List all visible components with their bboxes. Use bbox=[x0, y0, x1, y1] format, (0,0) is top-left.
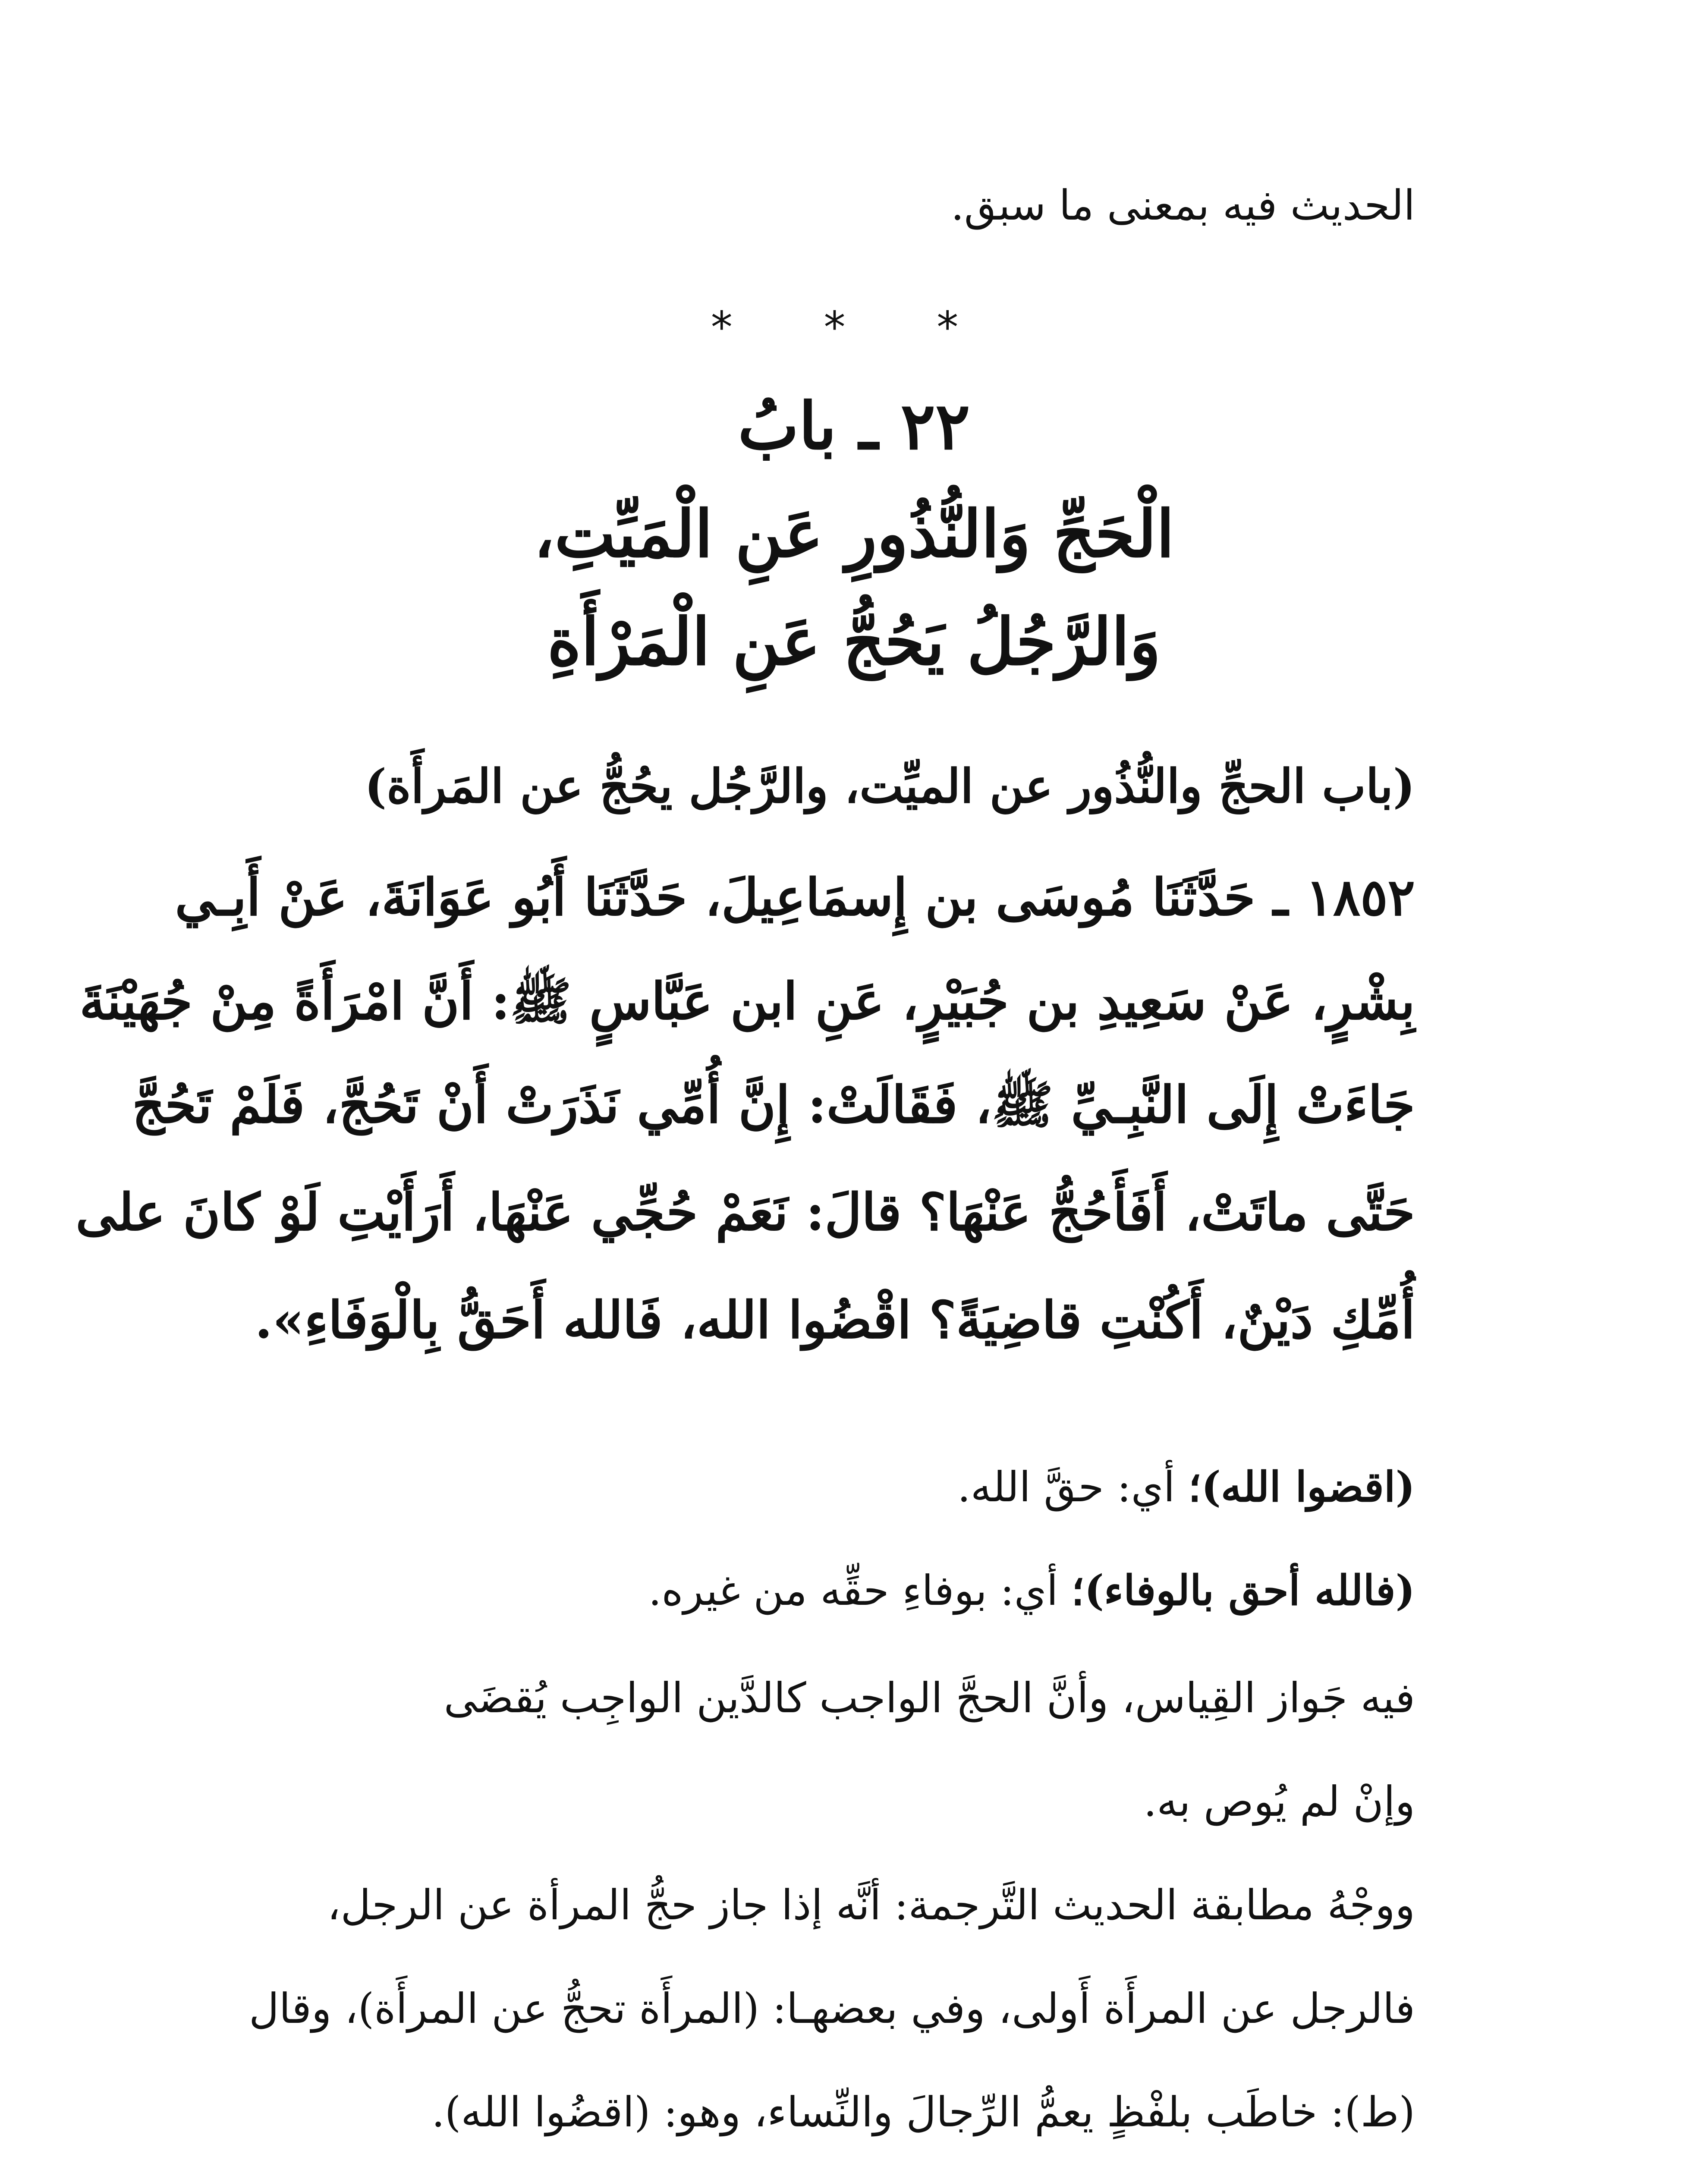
hadith-line: أُمِّكِ دَيْنٌ، أَكُنْتِ قاضِيَةً؟ اقْضُوا الله، فَالله أَحَقُّ بِالْوَفَاءِ». bbox=[255, 1290, 1415, 1350]
hadith-line: ١٨٥٢ ـ حَدَّثَنَا مُوسَى بن إِسمَاعِيلَ، حَدَّثَنَا أَبُو عَوَانَةَ، عَنْ أَبِـي bbox=[175, 867, 1415, 927]
chapter-number: ٢٢ ـ بابُ bbox=[738, 388, 970, 464]
commentary-line bbox=[207, 1462, 1544, 1511]
commentary-line: ووجْهُ مطابقة الحديث التَّرجمة: أنَّه إذا جاز حجُّ المرأة عن الرجل، bbox=[327, 1881, 1415, 1929]
commentary-line: (ط): خاطَب بلفْظٍ يعمُّ الرِّجالَ والنِّساء، وهو: (اقضُوا الله). bbox=[431, 2088, 1415, 2136]
separator-top: * * * bbox=[711, 302, 997, 352]
chapter-heading-commentary: (باب الحجِّ والنُّذُور عن الميِّت، والرَّجُل يحُجُّ عن المَرأَة) bbox=[364, 759, 1415, 814]
chapter-title-line-1: الْحَجِّ وَالنُّذُورِ عَنِ الْمَيِّتِ، bbox=[533, 496, 1175, 572]
commentary-line: فالرجل عن المرأَة أَولى، وفي بعضهـا: (المرأَة تحجُّ عن المرأَة)، وقال bbox=[249, 1984, 1415, 2033]
commentary-term: (اقضوا الله)؛ bbox=[1188, 1462, 1415, 1511]
hadith-line: جَاءَتْ إِلَى النَّبِـيِّ ﷺ، فَقَالَتْ: إِنَّ أُمِّي نَذَرَتْ أَنْ تَحُجَّ، فَلَمْ تَحُجَّ bbox=[132, 1075, 1415, 1135]
hadith-line: بِشْرٍ، عَنْ سَعِيدِ بن جُبَيْرٍ، عَنِ ابن عَبَّاسٍ ﷺ: أَنَّ امْرَأَةً مِنْ جُهَيْنَةَ bbox=[79, 971, 1415, 1031]
commentary-line: وإنْ لم يُوص به. bbox=[1143, 1777, 1415, 1826]
commentary-line bbox=[207, 1566, 1544, 1615]
intro-line: الحديث فيه بمعنى ما سبق. bbox=[951, 181, 1415, 230]
commentary-text: أي: حقَّ الله. bbox=[957, 1463, 1188, 1511]
chapter-title-line-2: وَالرَّجُلُ يَحُجُّ عَنِ الْمَرْأَةِ bbox=[547, 604, 1161, 680]
commentary-term: (فالله أحق بالوفاء)؛ bbox=[1071, 1566, 1415, 1615]
commentary-text: أي: بوفاءِ حقِّه من غيره. bbox=[648, 1566, 1071, 1615]
hadith-line: حَتَّى ماتَتْ، أَفَأَحُجُّ عَنْهَا؟ قالَ: نَعَمْ حُجِّي عَنْهَا، أَرَأَيْتِ لَوْ كانَ على bbox=[75, 1182, 1415, 1242]
commentary-line: فيه جَواز القِياس، وأنَّ الحجَّ الواجب كالدَّين الواجِب يُقضَى bbox=[444, 1674, 1415, 1722]
